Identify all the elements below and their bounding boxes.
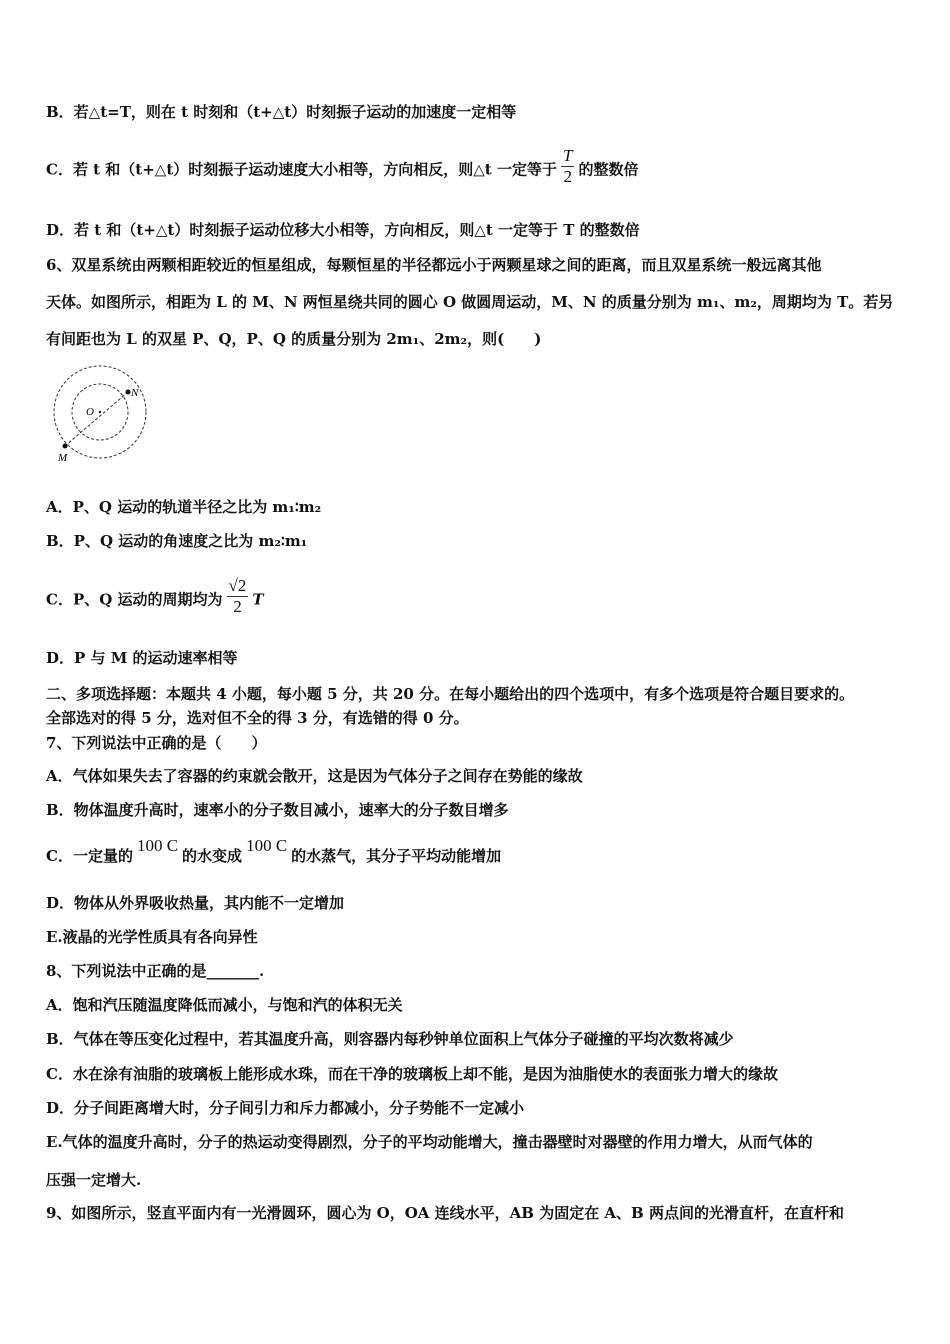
section2-line-2: 全部选对的得 5 分，选对但不全的得 3 分，有选错的得 0 分。: [46, 709, 469, 727]
label-m: M: [58, 452, 68, 464]
temperature-value-2: 100 C: [246, 836, 288, 855]
binary-star-diagram: [50, 360, 160, 470]
q8-stem: 8、下列说法中正确的是_______.: [46, 962, 265, 980]
q6-option-c: [46, 576, 264, 621]
q8-option-c: C．水在涂有油脂的玻璃板上能形成水珠，而在干净的玻璃板上却不能，是因为油脂使水的表面张力增大的缘故: [46, 1065, 778, 1083]
fraction-numerator: T: [562, 146, 573, 165]
temperature-value-1: 100 C: [136, 836, 179, 855]
q6-option-d: D．P 与 M 的运动速率相等: [46, 649, 238, 667]
q7-option-c: [46, 836, 502, 866]
q8-option-a: A．饱和汽压随温度降低而减小，与饱和汽的体积无关: [46, 996, 403, 1014]
label-n: N: [131, 387, 139, 399]
fraction-numerator: √2: [228, 576, 247, 595]
fraction-denominator: 2: [563, 167, 572, 186]
q6-stem-line-3: 有间距也为 L 的双星 P、Q，P、Q 的质量分别为 2m₁、2m₂，则( ): [46, 330, 542, 348]
q7c-text-pre: C．一定量的: [46, 847, 133, 865]
q5c-text-post: 的整数倍: [578, 160, 639, 179]
q6-option-a: A．P、Q 运动的轨道半径之比为 m₁∶m₂: [46, 498, 322, 516]
q6-stem-line-2: 天体。如图所示，相距为 L 的 M、N 两恒星绕共同的圆心 O 做圆周运动，M、N 的质量分别为 m₁、m₂，周期均为 T。若另: [46, 293, 894, 311]
q7-option-d: D．物体从外界吸收热量，其内能不一定增加: [46, 894, 345, 912]
q5c-text-pre: C．若 t 和（t+△t）时刻振子运动速度大小相等，方向相反，则△t 一定等于: [46, 160, 557, 179]
q7-stem: 7、下列说法中正确的是（ ）: [46, 734, 267, 752]
q9-stem: 9、如图所示，竖直平面内有一光滑圆环，圆心为 O，OA 连线水平，AB 为固定在 A、B 两点间的光滑直杆，在直杆和: [46, 1204, 844, 1222]
q7c-text-mid: 的水变成: [182, 847, 243, 865]
fraction-sqrt2-over-2: [227, 576, 249, 617]
q5-option-d: D．若 t 和（t+△t）时刻振子运动位移大小相等，方向相反，则△t 一定等于 T 的整数倍: [46, 221, 640, 239]
star-n-dot: [126, 390, 131, 395]
center-dot: [99, 411, 101, 413]
q7-option-e: E.液晶的光学性质具有各向异性: [46, 928, 258, 946]
q7-option-a: A．气体如果失去了容器的约束就会散开，这是因为气体分子之间存在势能的缘故: [46, 767, 583, 785]
q7c-text-post: 的水蒸气，其分子平均动能增加: [291, 847, 502, 865]
label-o: O: [86, 406, 94, 418]
q6-option-b: B．P、Q 运动的角速度之比为 m₂∶m₁: [46, 532, 308, 550]
q8-option-d: D．分子间距离增大时，分子间引力和斥力都减小，分子势能不一定减小: [46, 1099, 525, 1117]
section2-line-1: 二、多项选择题：本题共 4 小题，每小题 5 分，共 20 分。在每小题给出的四个选项中，有多个选项是符合题目要求的。: [46, 685, 855, 703]
q8-option-b: B．气体在等压变化过程中，若其温度升高，则容器内每秒钟单位面积上气体分子碰撞的平均次数将减少: [46, 1030, 734, 1048]
fraction-denominator: 2: [233, 597, 242, 616]
q6c-text-pre: C．P、Q 运动的周期均为: [46, 590, 223, 609]
q5-option-c: [46, 146, 639, 191]
q8-option-e-line-1: E.气体的温度升高时，分子的热运动变得剧烈，分子的平均动能增大，撞击器壁时对器壁的作用力增大，从而气体的: [46, 1133, 813, 1151]
q5-option-b: B．若△t=T，则在 t 时刻和（t+△t）时刻振子运动的加速度一定相等: [46, 103, 517, 121]
q8-option-e-line-2: 压强一定增大.: [46, 1171, 142, 1189]
q6-stem-line-1: 6、双星系统由两颗相距较近的恒星组成，每颗恒星的半径都远小于两颗星球之间的距离，而且双星系统一般远离其他: [46, 256, 822, 274]
q7-option-b: B．物体温度升高时，速率小的分子数目减小，速率大的分子数目增多: [46, 801, 509, 819]
q6c-text-post: T: [252, 590, 264, 609]
star-m-dot: [63, 444, 68, 449]
fraction-t-over-2: [561, 146, 574, 187]
